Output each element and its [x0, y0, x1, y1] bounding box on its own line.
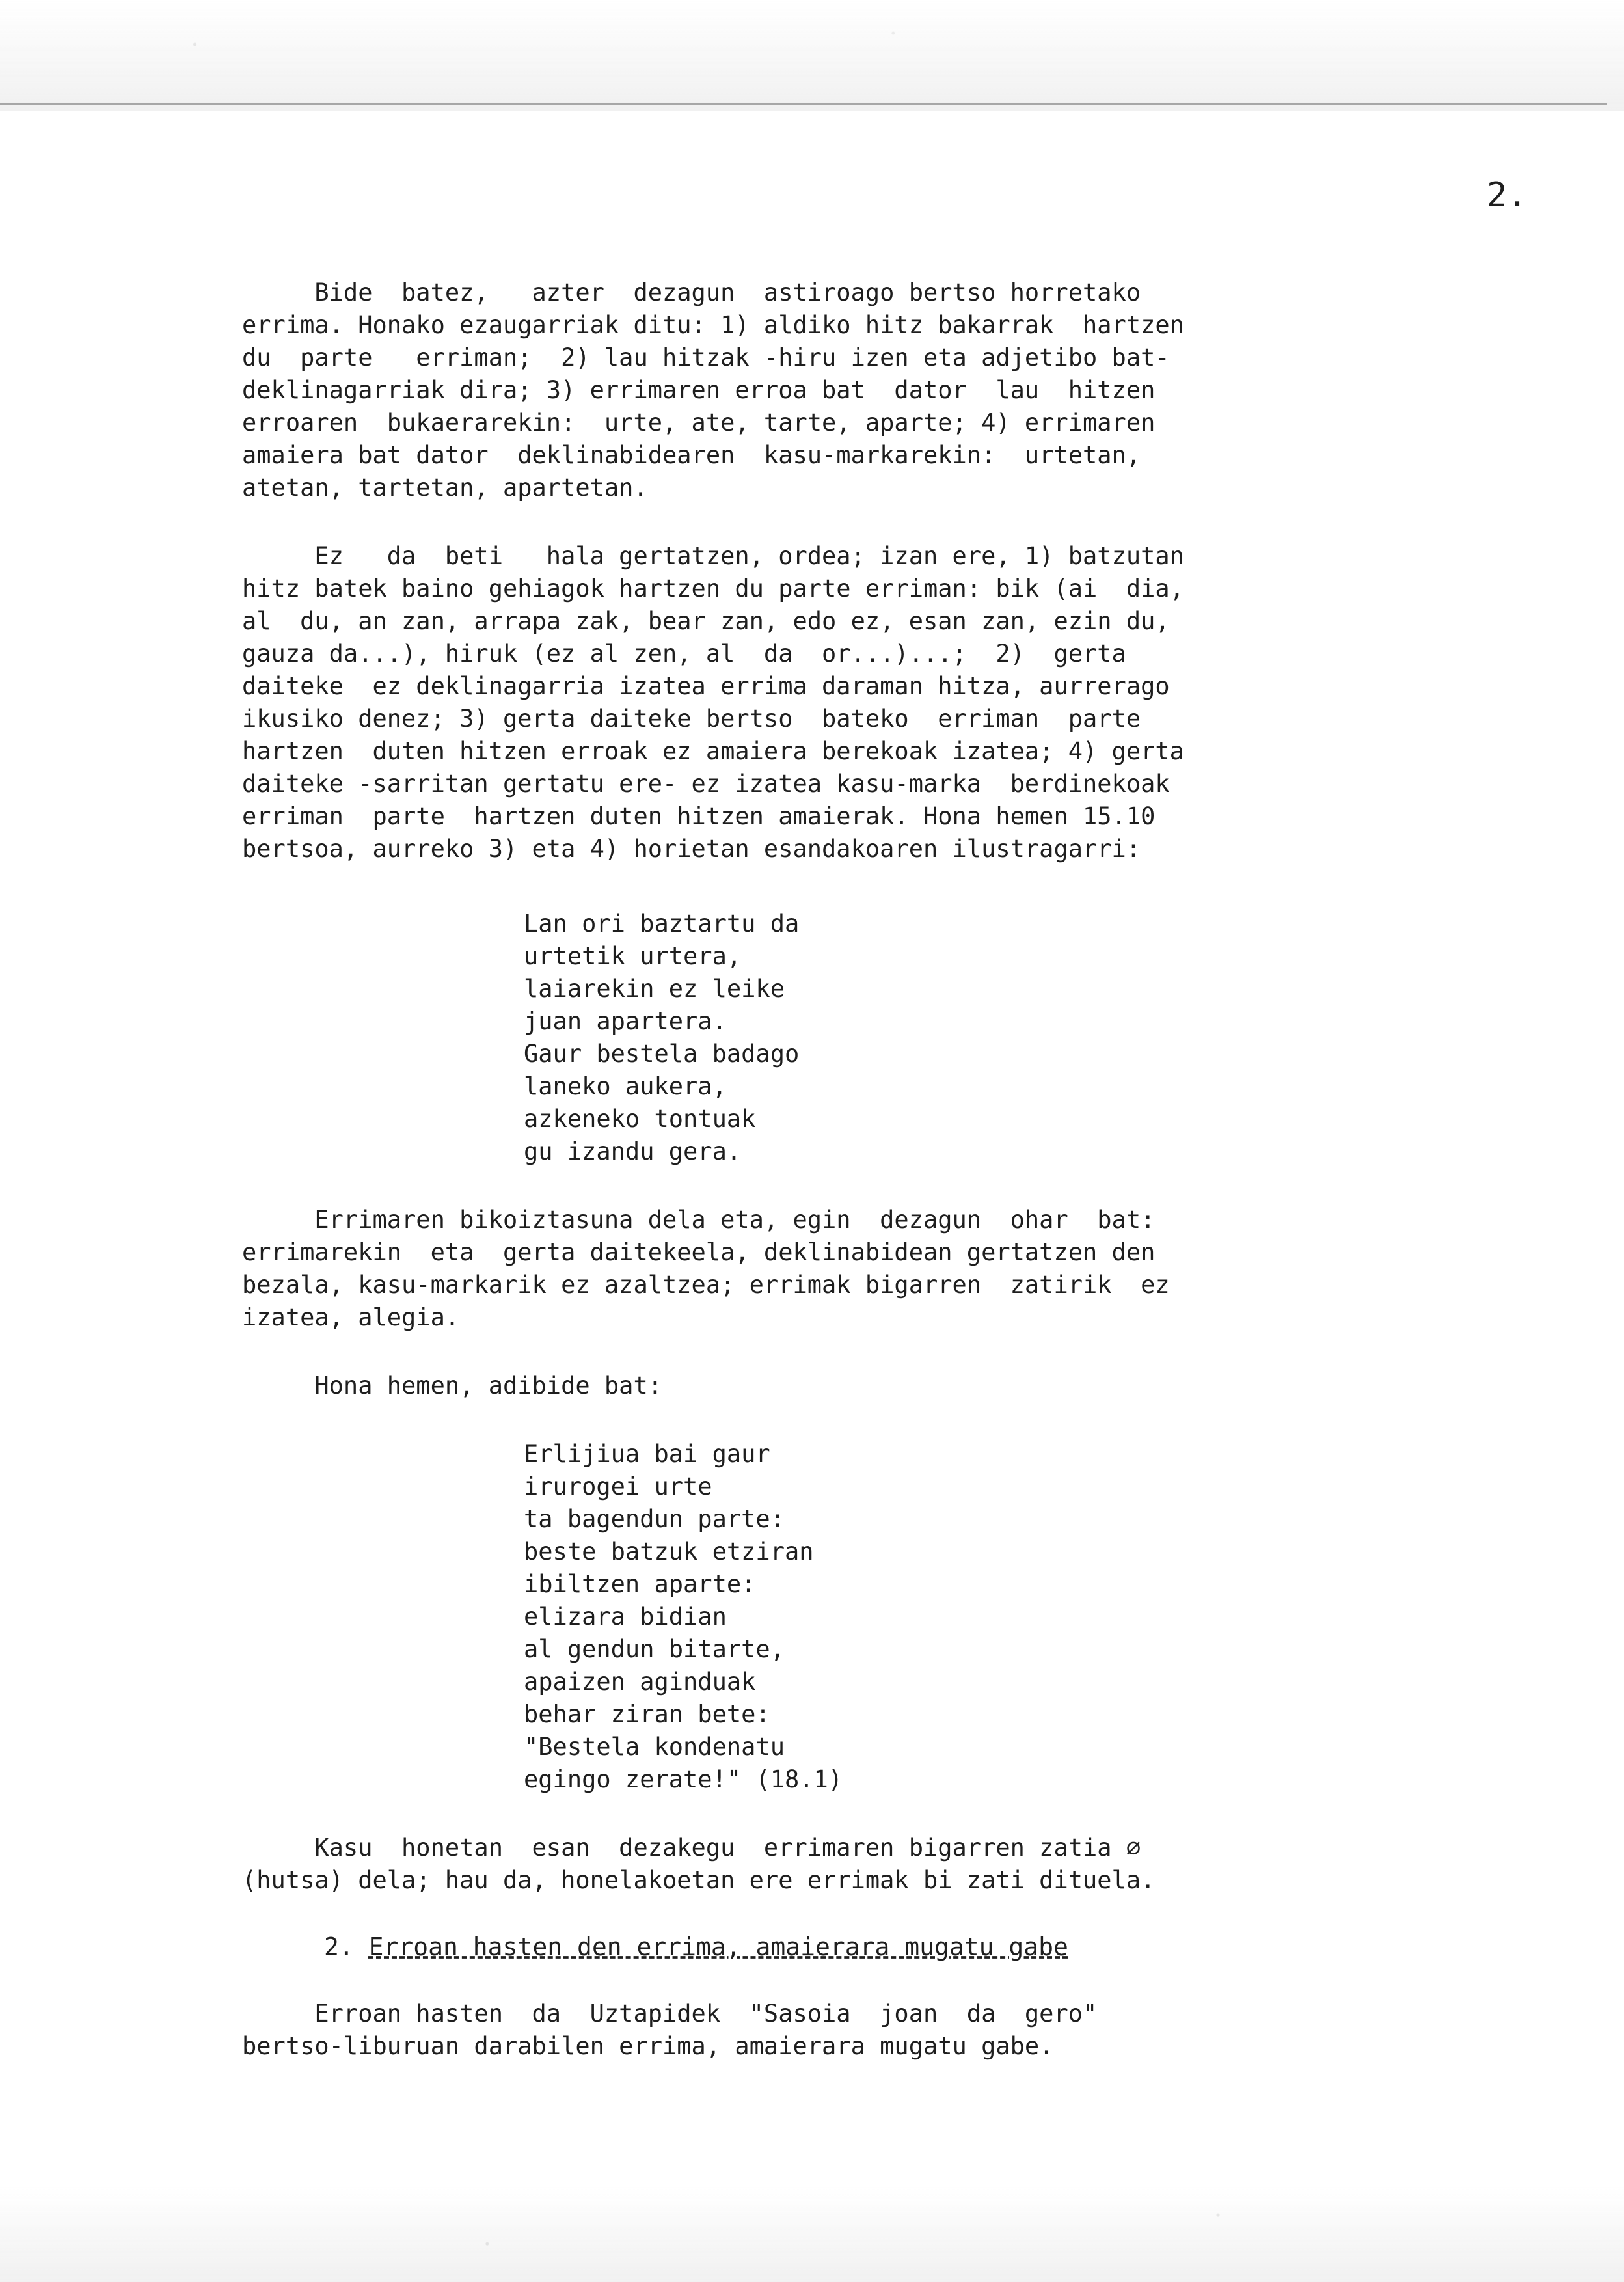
text-line: gauza da...), hiruk (ez al zen, al da or...)...; 2) gerta [242, 640, 1126, 668]
page-number: 2. [1487, 176, 1528, 215]
paragraph-3 [242, 1204, 1322, 1334]
text-line: bertso-liburuan darabilen errima, amaierara mugatu gabe. [242, 2032, 1054, 2060]
text-line: Ez da beti hala gertatzen, ordea; izan ere, 1) batzutan [242, 542, 1184, 570]
verse-1 [524, 908, 799, 1168]
paragraph-6 [242, 1998, 1322, 2063]
text-line: du parte erriman; 2) lau hitzak -hiru izen eta adjetibo bat- [242, 344, 1170, 372]
paragraph-1 [242, 277, 1322, 504]
verse-line: Gaur bestela badago [524, 1040, 800, 1068]
text-line: amaiera bat dator deklinabidearen kasu-markarekin: urtetan, [242, 441, 1141, 469]
paragraph-5 [242, 1832, 1322, 1897]
text-line: atetan, tartetan, apartetan. [242, 474, 648, 502]
scan-line [0, 103, 1607, 105]
text-line: bertsoa, aurreko 3) eta 4) horietan esandakoaren ilustragarri: [242, 835, 1141, 863]
text-line: Errimaren bikoiztasuna dela eta, egin dezagun ohar bat: [242, 1206, 1156, 1234]
text-line: Hona hemen, adibide bat: [242, 1372, 663, 1400]
verse-line: behar ziran bete: [524, 1700, 770, 1728]
text-line: izatea, alegia. [242, 1303, 460, 1331]
text-line: errima. Honako ezaugarriak ditu: 1) aldiko hitz bakarrak hartzen [242, 311, 1184, 339]
text-line: Erroan hasten da Uztapidek "Sasoia joan da gero" [242, 2000, 1098, 2028]
text-line: Kasu honetan esan dezakegu errimaren bigarren zatia ∅ [242, 1834, 1141, 1862]
verse-line: juan apartera. [524, 1007, 727, 1035]
verse-line: Lan ori baztartu da [524, 910, 800, 938]
verse-line: Erlijiua bai gaur [524, 1440, 770, 1468]
text-line: hitz batek baino gehiagok hartzen du parte erriman: bik (ai dia, [242, 575, 1184, 603]
verse-line: laneko aukera, [524, 1072, 727, 1100]
verse-line: ta bagendun parte: [524, 1505, 785, 1533]
text-line: erriman parte hartzen duten hitzen amaierak. Hona hemen 15.10 [242, 802, 1156, 830]
text-line: daiteke ez deklinagarria izatea errima daraman hitza, aurrerago [242, 672, 1170, 700]
text-line: Bide batez, azter dezagun astiroago bertso horretako [242, 278, 1141, 306]
text-line: hartzen duten hitzen erroak ez amaiera berekoak izatea; 4) gerta [242, 737, 1184, 765]
section-title: Erroan hasten den errima, amaierara mugatu gabe [368, 1933, 1068, 1961]
text-line: erroaren bukaerarekin: urte, ate, tarte, aparte; 4) errimaren [242, 409, 1156, 437]
text-line: (hutsa) dela; hau da, honelakoetan ere errimak bi zati dituela. [242, 1866, 1156, 1894]
text-line: ikusiko denez; 3) gerta daiteke bertso bateko erriman parte [242, 705, 1141, 733]
paragraph-4 [242, 1370, 1322, 1402]
verse-line: apaizen aginduak [524, 1668, 756, 1696]
section-number: 2. [324, 1933, 354, 1961]
text-line: bezala, kasu-markarik ez azaltzea; errimak bigarren zatirik ez [242, 1271, 1170, 1299]
verse-line: al gendun bitarte, [524, 1635, 785, 1663]
verse-line: ibiltzen aparte: [524, 1570, 756, 1598]
verse-line: beste batzuk etziran [524, 1538, 814, 1566]
section-heading [324, 1931, 1068, 1963]
scan-noise-top [0, 0, 1624, 111]
verse-line: irurogei urte [524, 1473, 712, 1501]
verse-line: azkeneko tontuak [524, 1105, 756, 1133]
text-line: al du, an zan, arrapa zak, bear zan, edo ez, esan zan, ezin du, [242, 607, 1170, 635]
verse-line: gu izandu gera. [524, 1137, 742, 1165]
verse-line: laiarekin ez leike [524, 975, 785, 1003]
text-line: errimarekin eta gerta daitekeela, deklinabidean gertatzen den [242, 1238, 1156, 1266]
scan-noise-bottom [0, 2186, 1624, 2282]
verse-2 [524, 1438, 843, 1796]
paragraph-2 [242, 540, 1322, 865]
verse-line: elizara bidian [524, 1603, 727, 1631]
text-line: deklinagarriak dira; 3) errimaren erroa bat dator lau hitzen [242, 376, 1156, 404]
verse-line: egingo zerate!" (18.1) [524, 1765, 843, 1793]
verse-line: "Bestela kondenatu [524, 1733, 785, 1761]
text-line: daiteke -sarritan gertatu ere- ez izatea kasu-marka berdinekoak [242, 770, 1170, 798]
verse-line: urtetik urtera, [524, 942, 742, 970]
